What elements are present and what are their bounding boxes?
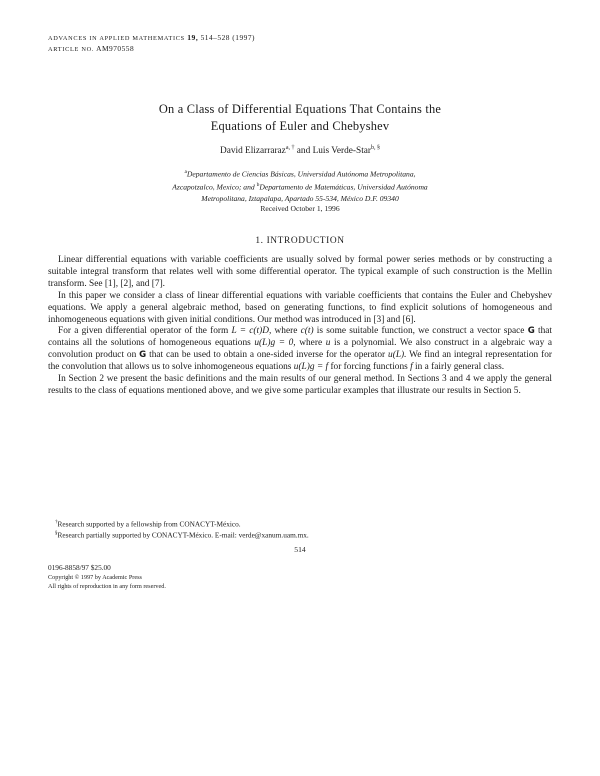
math-inline: u(L)g = 0, — [254, 338, 296, 349]
p3-text: We find an integral representation for the convolution that allows us to solve inhomogeneous equations — [48, 350, 552, 373]
author-2: Luis Verde-Star — [312, 146, 371, 157]
footnote-1-text: Research supported by a fellowship from CONACYT-México. — [57, 519, 241, 529]
affiliation-mark-b: b — [256, 182, 260, 189]
article-number: AM970558 — [96, 44, 135, 53]
math-inline: u — [325, 338, 331, 349]
affiliation-text-2b: Departamento de Matemáticas, Universidad Autónoma — [259, 182, 428, 192]
paragraph-2: In this paper we consider a class of linear differential equations with variable coefficients that contains the Euler and Chebyshev equations. We apply a general algebraic method, based on generating functions, to find explicit solutions of homogeneous and inhomogeneous equations with given initial conditions. Our method was introduced in [3] and [6]. — [48, 290, 552, 325]
paper-title-line-1: On a Class of Differential Equations That Contains the — [158, 102, 442, 116]
author-list — [60, 145, 540, 156]
author-1-marks: a, † — [285, 145, 295, 151]
copyright-notice — [48, 574, 166, 591]
affiliation-line-1 — [70, 167, 530, 180]
section-heading: 1. INTRODUCTION — [255, 236, 345, 246]
author-1: David Elizarraraz — [220, 146, 286, 157]
copyright-line-1: Copyright © 1997 by Academic Press — [48, 574, 142, 581]
math-inline: u(L). — [388, 350, 407, 361]
journal-volume: 19, — [187, 33, 199, 42]
copyright-line-2: All rights of reproduction in any form reserved. — [48, 582, 166, 590]
paragraph-3 — [48, 326, 552, 374]
p3-text: in a fairly general class. — [412, 362, 505, 373]
article-number-label: ARTICLE NO. — [48, 46, 95, 53]
issn-price: 0196-8858/97 $25.00 — [48, 563, 111, 572]
p3-text: is a polynomial. We also construct in a algebraic way a convolution product on — [48, 338, 553, 361]
affiliation-mark-a: a — [184, 169, 187, 175]
p3-text: where — [271, 326, 301, 337]
affiliation-text-2a: Azcapotzalco, Mexico; and — [172, 182, 257, 192]
paper-title-line-2: Equations of Euler and Chebyshev — [210, 119, 390, 133]
affiliation-line-2 — [70, 180, 530, 193]
journal-citation — [48, 33, 255, 44]
journal-name: ADVANCES IN APPLIED MATHEMATICS — [48, 35, 185, 42]
journal-header — [48, 33, 255, 55]
footnote-2-mark: § — [55, 531, 58, 536]
affiliation-text-1: Departamento de Ciencias Básicas, Universidad Autónoma Metropolitana, — [186, 169, 416, 179]
p3-text: that can be used to obtain a one-sided inverse for the operator — [146, 350, 389, 361]
affiliation-line-3: Metropolitana, Iztapalapa, Apartado 55-534, México D.F. 09340 — [201, 194, 399, 204]
paper-title — [60, 101, 540, 135]
p3-text: For a given differential operator of the form — [58, 326, 232, 337]
math-inline: G — [139, 350, 147, 361]
footnote-2 — [55, 528, 552, 540]
math-inline: G — [527, 326, 535, 337]
p3-text: for forcing functions — [328, 362, 411, 373]
author-2-marks: b, § — [371, 145, 380, 151]
author-conjunction: and — [294, 146, 313, 157]
math-inline: c(t) — [300, 326, 314, 337]
math-inline: u(L)g = f — [293, 362, 329, 373]
p3-text: where — [295, 338, 326, 349]
footnote-1-mark: † — [55, 520, 58, 525]
p3-text: that contains all the solutions of homogeneous equations — [48, 326, 552, 349]
math-inline: f — [410, 362, 413, 373]
body-text — [48, 255, 552, 398]
affiliations — [70, 167, 530, 205]
received-date: Received October 1, 1996 — [260, 204, 340, 213]
p3-text: is some suitable function, we construct a vector space — [313, 326, 528, 337]
paragraph-4: In Section 2 we present the basic definitions and the main results of our general method. In Sections 3 and 4 we apply the general results to the class of equations mentioned above, and we give some particular examples that illustrate our results in Section 5. — [48, 374, 552, 396]
math-inline: L = c(t)D, — [231, 326, 272, 337]
journal-pages: 514–528 (1997) — [200, 33, 256, 42]
page-number: 514 — [294, 545, 306, 554]
paragraph-1: Linear differential equations with variable coefficients are usually solved by formal power series methods or by constructing a suitable integral transform that relates well with some differential operator. The typical example of such construction is the Mellin transform. See [1], [2], and [7]. — [48, 255, 552, 289]
article-number-line — [48, 44, 255, 55]
footnote-2-text: Research partially supported by CONACYT-México. E-mail: verde@xanum.uam.mx. — [57, 530, 309, 540]
